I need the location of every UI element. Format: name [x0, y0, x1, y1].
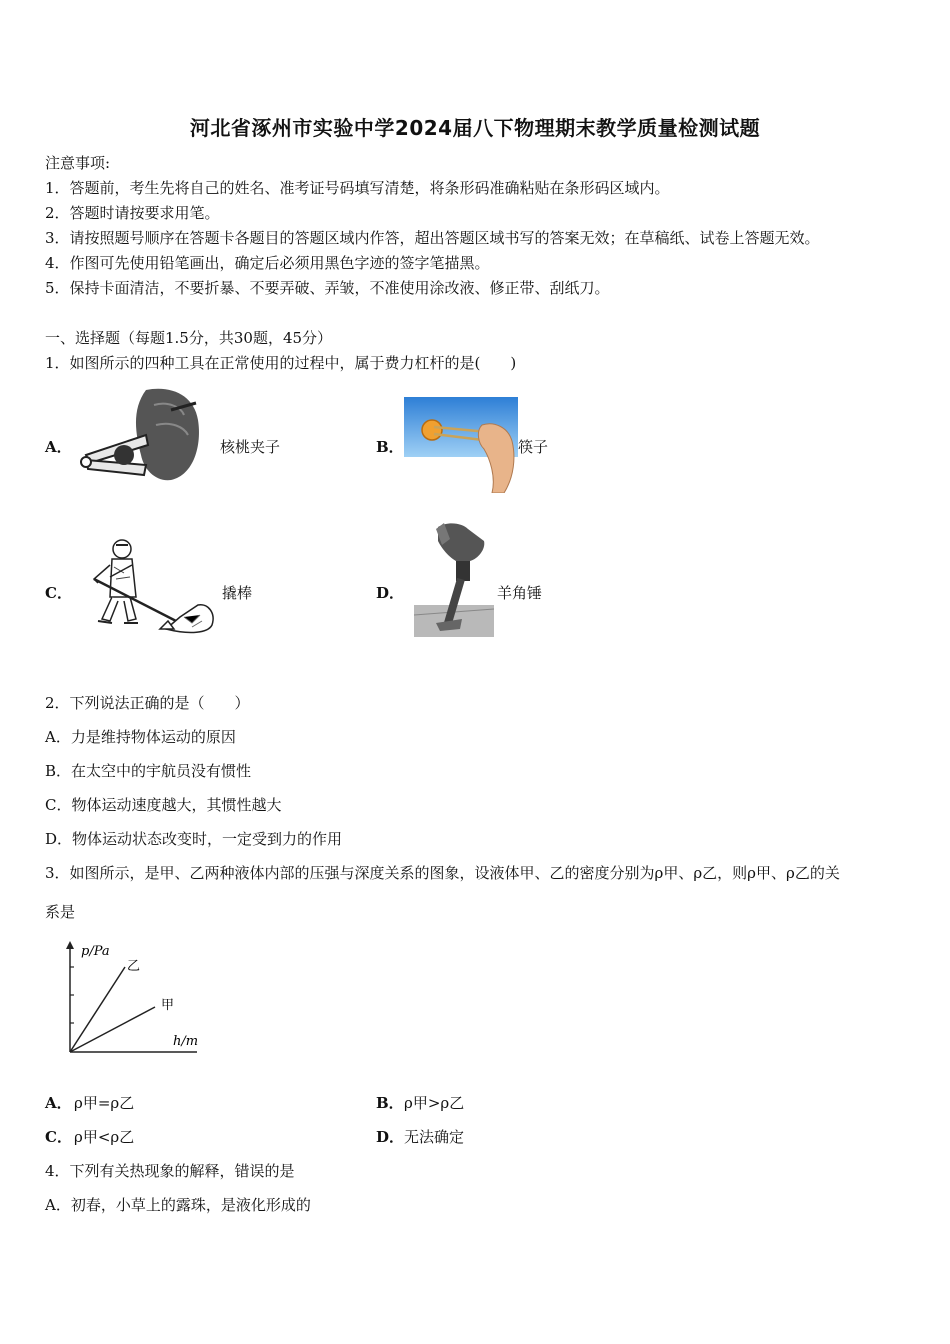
nutcracker-illustration	[76, 385, 206, 485]
option-a-letter: A．	[45, 438, 72, 456]
question-2-stem: 2．下列说法正确的是（ ）	[45, 694, 250, 712]
q3-option-c-letter: C．	[45, 1128, 72, 1146]
q3-option-c-text: ρ甲<ρ乙	[74, 1128, 135, 1146]
question-2-option: D．物体运动状态改变时，一定受到力的作用	[45, 830, 343, 848]
q3-option-d-text: 无法确定	[404, 1128, 465, 1146]
notice-item: 5．保持卡面清洁，不要折暴、不要弄破、弄皱，不准使用涂改液、修正带、刮纸刀。	[45, 279, 610, 297]
notice-item: 4．作图可先使用铅笔画出，确定后必须用黑色字迹的签字笔描黑。	[45, 254, 490, 272]
line-yi-label: 乙	[127, 959, 141, 974]
page-title: 河北省涿州市实验中学2024届八下物理期末教学质量检测试题	[189, 116, 761, 140]
option-c-text: 撬棒	[222, 584, 253, 602]
question-3-stem-cont: 系是	[45, 903, 76, 921]
chopsticks-illustration	[404, 397, 518, 493]
option-b-text: 筷子	[518, 438, 549, 456]
line-jia-label: 甲	[161, 998, 175, 1013]
question-2-option: B．在太空中的宇航员没有惯性	[45, 762, 252, 780]
option-d-text: 羊角锤	[497, 584, 543, 602]
question-2-option: A．力是维持物体运动的原因	[45, 728, 236, 746]
crowbar-illustration	[80, 537, 220, 637]
notice-item: 1．答题前，考生先将自己的姓名、准考证号码填写清楚，将条形码准确粘贴在条形码区域内。	[45, 179, 670, 197]
notice-heading: 注意事项:	[45, 154, 111, 172]
q3-option-d-letter: D．	[376, 1128, 405, 1146]
q3-option-a-text: ρ甲=ρ乙	[74, 1094, 135, 1112]
y-axis-arrow	[66, 941, 74, 949]
question-1-stem: 1．如图所示的四种工具在正常使用的过程中，属于费力杠杆的是( )	[45, 354, 517, 372]
q3-option-a-letter: A．	[45, 1094, 72, 1112]
x-axis-label: h/m	[173, 1034, 199, 1049]
question-2-option: C．物体运动速度越大，其惯性越大	[45, 796, 282, 814]
option-d-letter: D．	[376, 584, 405, 602]
question-4-stem: 4．下列有关热现象的解释，错误的是	[45, 1162, 295, 1180]
y-axis-label: p/Pa	[81, 944, 110, 959]
section-heading: 一、选择题（每题1.5分，共30题，45分）	[45, 329, 333, 347]
question-4-option: A．初春，小草上的露珠，是液化形成的	[45, 1196, 311, 1214]
pressure-depth-graph	[55, 937, 215, 1057]
option-a-text: 核桃夹子	[220, 438, 281, 456]
notice-item: 2．答题时请按要求用笔。	[45, 204, 220, 222]
line-jia	[70, 1007, 155, 1052]
option-c-letter: C．	[45, 584, 72, 602]
claw-hammer-illustration	[414, 519, 494, 637]
line-yi	[70, 967, 125, 1052]
q3-option-b-text: ρ甲>ρ乙	[404, 1094, 465, 1112]
q3-option-b-letter: B．	[376, 1094, 404, 1112]
notice-item: 3．请按照题号顺序在答题卡各题目的答题区域内作答，超出答题区域书写的答案无效；在草稿纸、试卷上答题无效。	[45, 229, 820, 247]
question-3-stem: 3．如图所示，是甲、乙两种液体内部的压强与深度关系的图象，设液体甲、乙的密度分别为ρ甲、ρ乙，则ρ甲、ρ乙的关	[45, 864, 840, 882]
option-b-letter: B．	[376, 438, 404, 456]
